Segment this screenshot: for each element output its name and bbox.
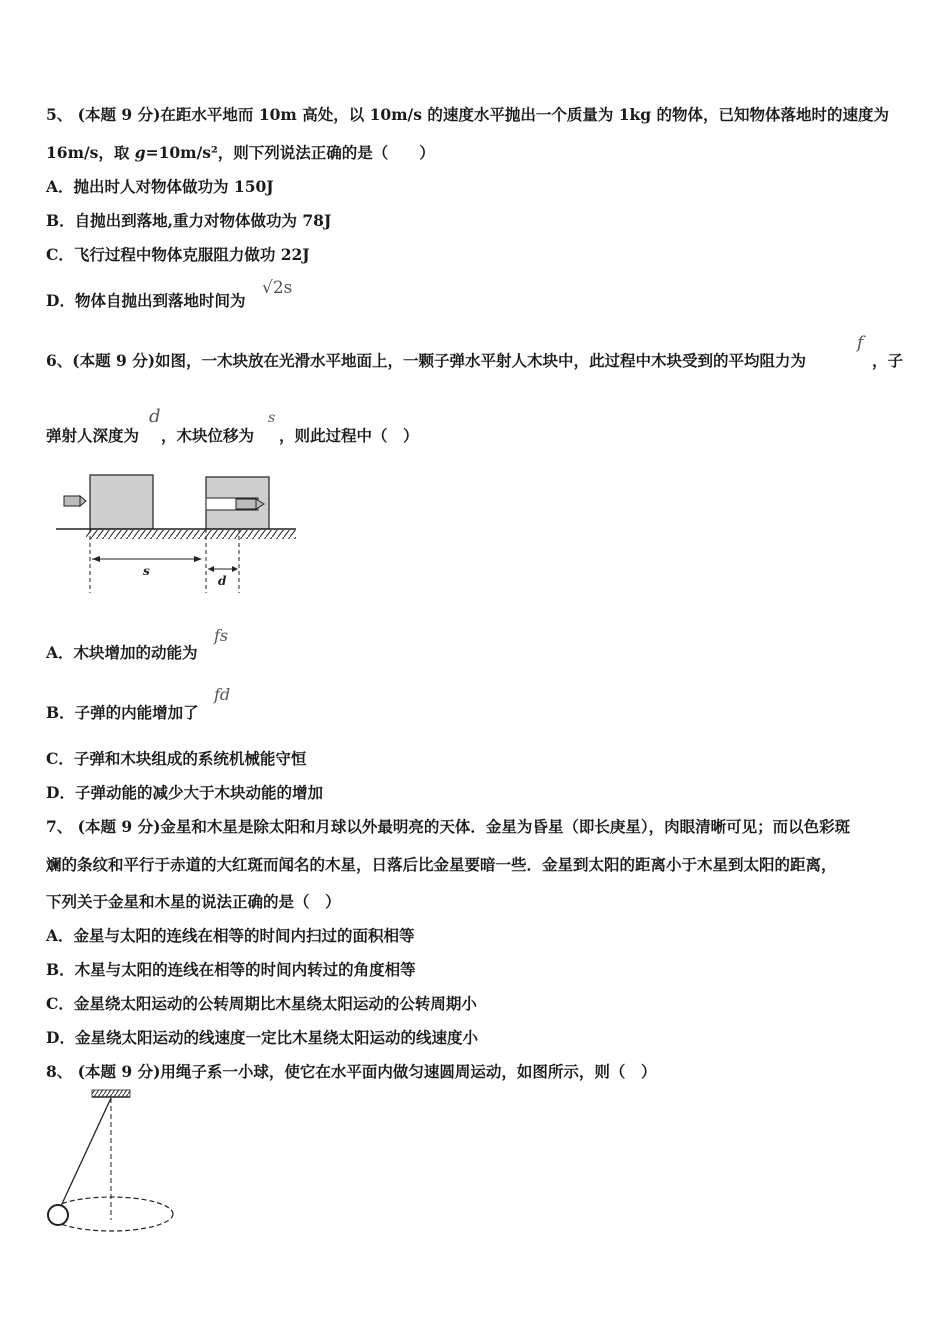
q6-option-a: A．木块增加的动能为 bbox=[46, 643, 198, 662]
q6-stem-line2-b: ，木块位移为 bbox=[161, 426, 255, 445]
s-dimension-arrow bbox=[92, 556, 202, 562]
q6-symbol-s: s bbox=[268, 410, 276, 426]
q6-option-a-math: fs bbox=[214, 626, 229, 645]
q5-option-d: D．物体自抛出到落地时间为 bbox=[46, 291, 246, 310]
q6-figure-bullet-block bbox=[56, 465, 306, 595]
q6-symbol-f: f bbox=[857, 333, 864, 353]
bullet-icon bbox=[64, 496, 86, 506]
q6-stem-line2-a: 弹射人深度为 bbox=[46, 426, 140, 445]
ball bbox=[48, 1205, 68, 1225]
q6-stem-line1-end: ，子 bbox=[872, 351, 904, 370]
q7-option-a: A．金星与太阳的连线在相等的时间内扫过的面积相等 bbox=[46, 926, 415, 945]
q6-option-c: C．子弹和木块组成的系统机械能守恒 bbox=[46, 749, 307, 768]
q6-option-d: D．子弹动能的减少大于木块动能的增加 bbox=[46, 783, 323, 802]
q7-stem-line1: 7、 (本题 9 分)金星和木星是除太阳和月球以外最明亮的天体．金星为昏星（即长庚星），肉眼清晰可见；而以色彩斑 bbox=[46, 817, 851, 836]
figure-label-d: d bbox=[218, 574, 227, 588]
q5-option-a: A．抛出时人对物体做功为 150J bbox=[46, 177, 274, 196]
q7-stem-line3: 下列关于金星和木星的说法正确的是（ ） bbox=[46, 892, 341, 911]
d-dimension-arrow bbox=[208, 566, 238, 572]
block-initial bbox=[90, 475, 153, 529]
q8-stem-line1: 8、 (本题 9 分)用绳子系一小球，使它在水平面内做匀速圆周运动，如图所示，则（ ） bbox=[46, 1062, 657, 1081]
embedded-bullet-icon bbox=[206, 498, 264, 510]
q6-stem-line1: 6、(本题 9 分)如图，一木块放在光滑水平地面上，一颗子弹水平射人木块中，此过程中木块受到的平均阻力为 bbox=[46, 351, 807, 370]
q6-option-b: B．子弹的内能增加了 bbox=[46, 703, 199, 722]
q5-stem-line2 bbox=[46, 141, 435, 163]
q5-stem-text-b: =10m/s²，则下列说法正确的是（ ） bbox=[145, 143, 435, 162]
q7-option-b: B．木星与太阳的连线在相等的时间内转过的角度相等 bbox=[46, 960, 416, 979]
q5-g-symbol: g bbox=[134, 143, 146, 162]
string bbox=[61, 1098, 111, 1206]
q6-option-b-math: fd bbox=[214, 685, 231, 704]
q5-option-b: B．自抛出到落地,重力对物体做功为 78J bbox=[46, 211, 332, 230]
q8-figure-conical-pendulum bbox=[44, 1088, 184, 1236]
q5-stem-line1: 5、 (本题 9 分)在距水平地而 10m 高处，以 10m/s 的速度水平抛出一个质量为 1kg 的物体，已知物体落地时的速度为 bbox=[46, 105, 889, 124]
ceiling-support bbox=[92, 1090, 130, 1097]
figure-label-s: s bbox=[143, 564, 150, 578]
q6-stem-line2-c: ，则此过程中（ ） bbox=[279, 426, 419, 445]
q7-stem-line2: 斓的条纹和平行于赤道的大红斑而闻名的木星，日落后比金星要暗一些．金星到太阳的距离小于木星到太阳的距离， bbox=[46, 855, 837, 874]
q5-option-c: C．飞行过程中物体克服阻力做功 22J bbox=[46, 245, 310, 264]
q5-option-d-math: √2s bbox=[262, 278, 293, 298]
q7-option-c: C．金星绕太阳运动的公转周期比木星绕太阳运动的公转周期小 bbox=[46, 994, 477, 1013]
q7-option-d: D．金星绕太阳运动的线速度一定比木星绕太阳运动的线速度小 bbox=[46, 1028, 478, 1047]
q6-symbol-d: d bbox=[149, 406, 161, 427]
q5-stem-text-a: 16m/s，取 bbox=[46, 143, 135, 162]
ground-hatch bbox=[86, 530, 296, 539]
